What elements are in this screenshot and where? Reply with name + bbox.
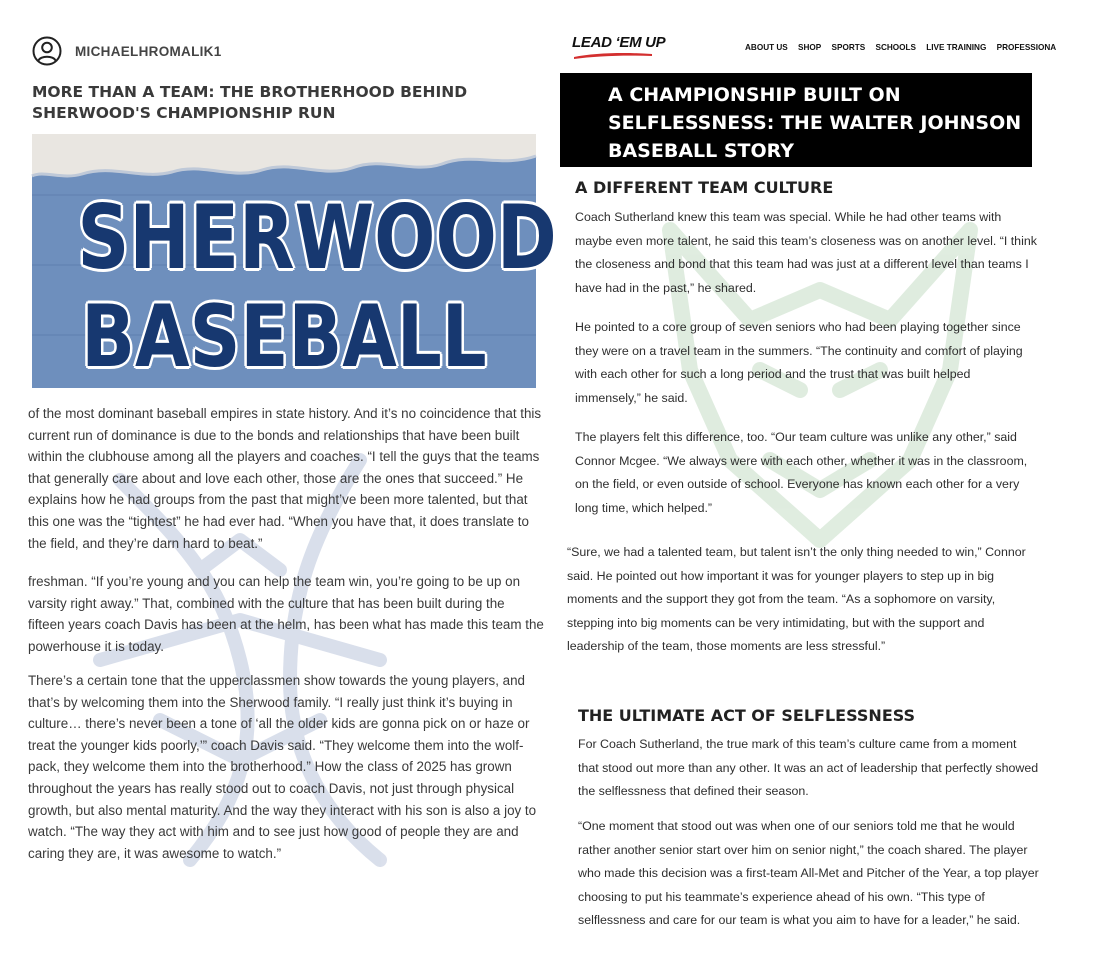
right-paragraph-4: “Sure, we had a talented team, but talent isn’t the only thing needed to win,” Connor said. He pointed out how important it was for younger players to step up in big moments and the support they got from the team. “As a sophomore on varsity, stepping into big moments can be very intimidating, but with the support and leadership of the team, those moments are less stressful.” xyxy=(567,545,1026,653)
left-paragraph-2: freshman. “If you’re young and you can help the team win, you’re going to be up on varsity right away.” That, combined with the culture that has been built during the fifteen years coach Davis has been at the helm, has been what has made this team the powerhouse it is today. xyxy=(28,574,544,654)
hero-line-sherwood: SHERWOOD xyxy=(77,186,557,289)
right-paragraph-5: For Coach Sutherland, the true mark of this team’s culture came from a moment that stood out more than any other. It was an act of leadership that perfectly showed the selflessness that defined their season. xyxy=(578,737,1039,798)
nav-sports[interactable]: SPORTS xyxy=(831,43,866,52)
article-title: MORE THAN A TEAM: THE BROTHERHOOD BEHIND SHERWOOD'S CHAMPIONSHIP RUN xyxy=(32,83,468,122)
nav-about-us[interactable]: ABOUT US xyxy=(745,43,788,52)
top-nav xyxy=(745,43,1057,52)
author-row xyxy=(32,36,222,66)
hero-image xyxy=(32,134,557,388)
section-heading-selflessness: THE ULTIMATE ACT OF SELFLESSNESS xyxy=(578,706,916,725)
nav-professional[interactable]: PROFESSIONA xyxy=(996,43,1057,52)
user-avatar-icon[interactable] xyxy=(32,36,62,66)
nav-shop[interactable]: SHOP xyxy=(798,43,822,52)
nav-live-training[interactable]: LIVE TRAINING xyxy=(926,43,987,52)
nav-schools[interactable]: SCHOOLS xyxy=(875,43,916,52)
left-paragraph-3: There’s a certain tone that the upperclassmen show towards the young players, and that’s by welcoming them into the Sherwood family. “I really just think it’s buying in culture… there’s never been a tone of ‘all the older kids are gonna pick on or haze or treat the younger kids poorly,’” coach Davis said. “They welcome them into the wolf-pack, they welcome them into the brotherhood.” How the class of 2025 has grown throughout the years has really stood out to coach Davis, not just through physical growth, but also mental maturity. And the way they interact with his son is also a joy to watch. “The way they act with him and to see just how good of people they are and caring they are, it was awesome to watch.” xyxy=(28,673,537,861)
right-article xyxy=(560,0,1108,980)
author-name[interactable]: MICHAELHROMALIK1 xyxy=(75,43,222,59)
site-logo-text: LEAD ‘EM UP xyxy=(572,34,666,51)
site-logo[interactable] xyxy=(572,34,666,60)
headline-banner xyxy=(560,73,1032,167)
logo-swoosh-icon xyxy=(574,51,652,59)
hero-line-baseball: BASEBALL xyxy=(81,287,487,387)
right-paragraph-2: He pointed to a core group of seven seniors who had been playing together since they were on a travel team in the summers. “The continuity and comfort of playing with each other for such a long period and the trust that was built helped immensely,” he said. xyxy=(575,320,1023,405)
article-headline: A CHAMPIONSHIP BUILT ON SELFLESSNESS: THE WALTER JOHNSON BASEBALL STORY xyxy=(608,84,1022,162)
right-paragraph-6: “One moment that stood out was when one of our seniors told me that he would rather another senior start over him on senior night,” the coach shared. The player who made this decision was a first-team All-Met and Pitcher of the Year, a top player choosing to put his teammate’s experience ahead of his own. “This type of selflessness and care for our team is what you aim to have for a leader,” he said. xyxy=(578,819,1039,927)
section-heading-team-culture: A DIFFERENT TEAM CULTURE xyxy=(575,178,834,197)
right-paragraph-1: Coach Sutherland knew this team was special. While he had other teams with maybe even more talent, he said this team’s closeness was on another level. “I think the closeness and bond that this team had was just at a different level than teams I have had in the past,” he shared. xyxy=(575,210,1037,295)
right-paragraph-3: The players felt this difference, too. “Our team culture was unlike any other,” said Connor Mcgee. “We always were with each other, whether it was in the classroom, on the field, or even outside of school. Everyone has known each other for a very long time, which helped.” xyxy=(575,430,1028,515)
left-paragraph-1: of the most dominant baseball empires in state history. And it’s no coincidence that this current run of dominance is due to the bonds and relationships that have been built within the clubhouse among all the players and coaches. “I tell the guys that the teams that generally care about and love each other, those are the ones that succeed.” He explains how he had groups from the past that might’ve been more talented, but that this one was the “tightest” he had ever had. “When you have that, it does translate to the field, and they’re darn hard to beat.” xyxy=(28,406,542,551)
